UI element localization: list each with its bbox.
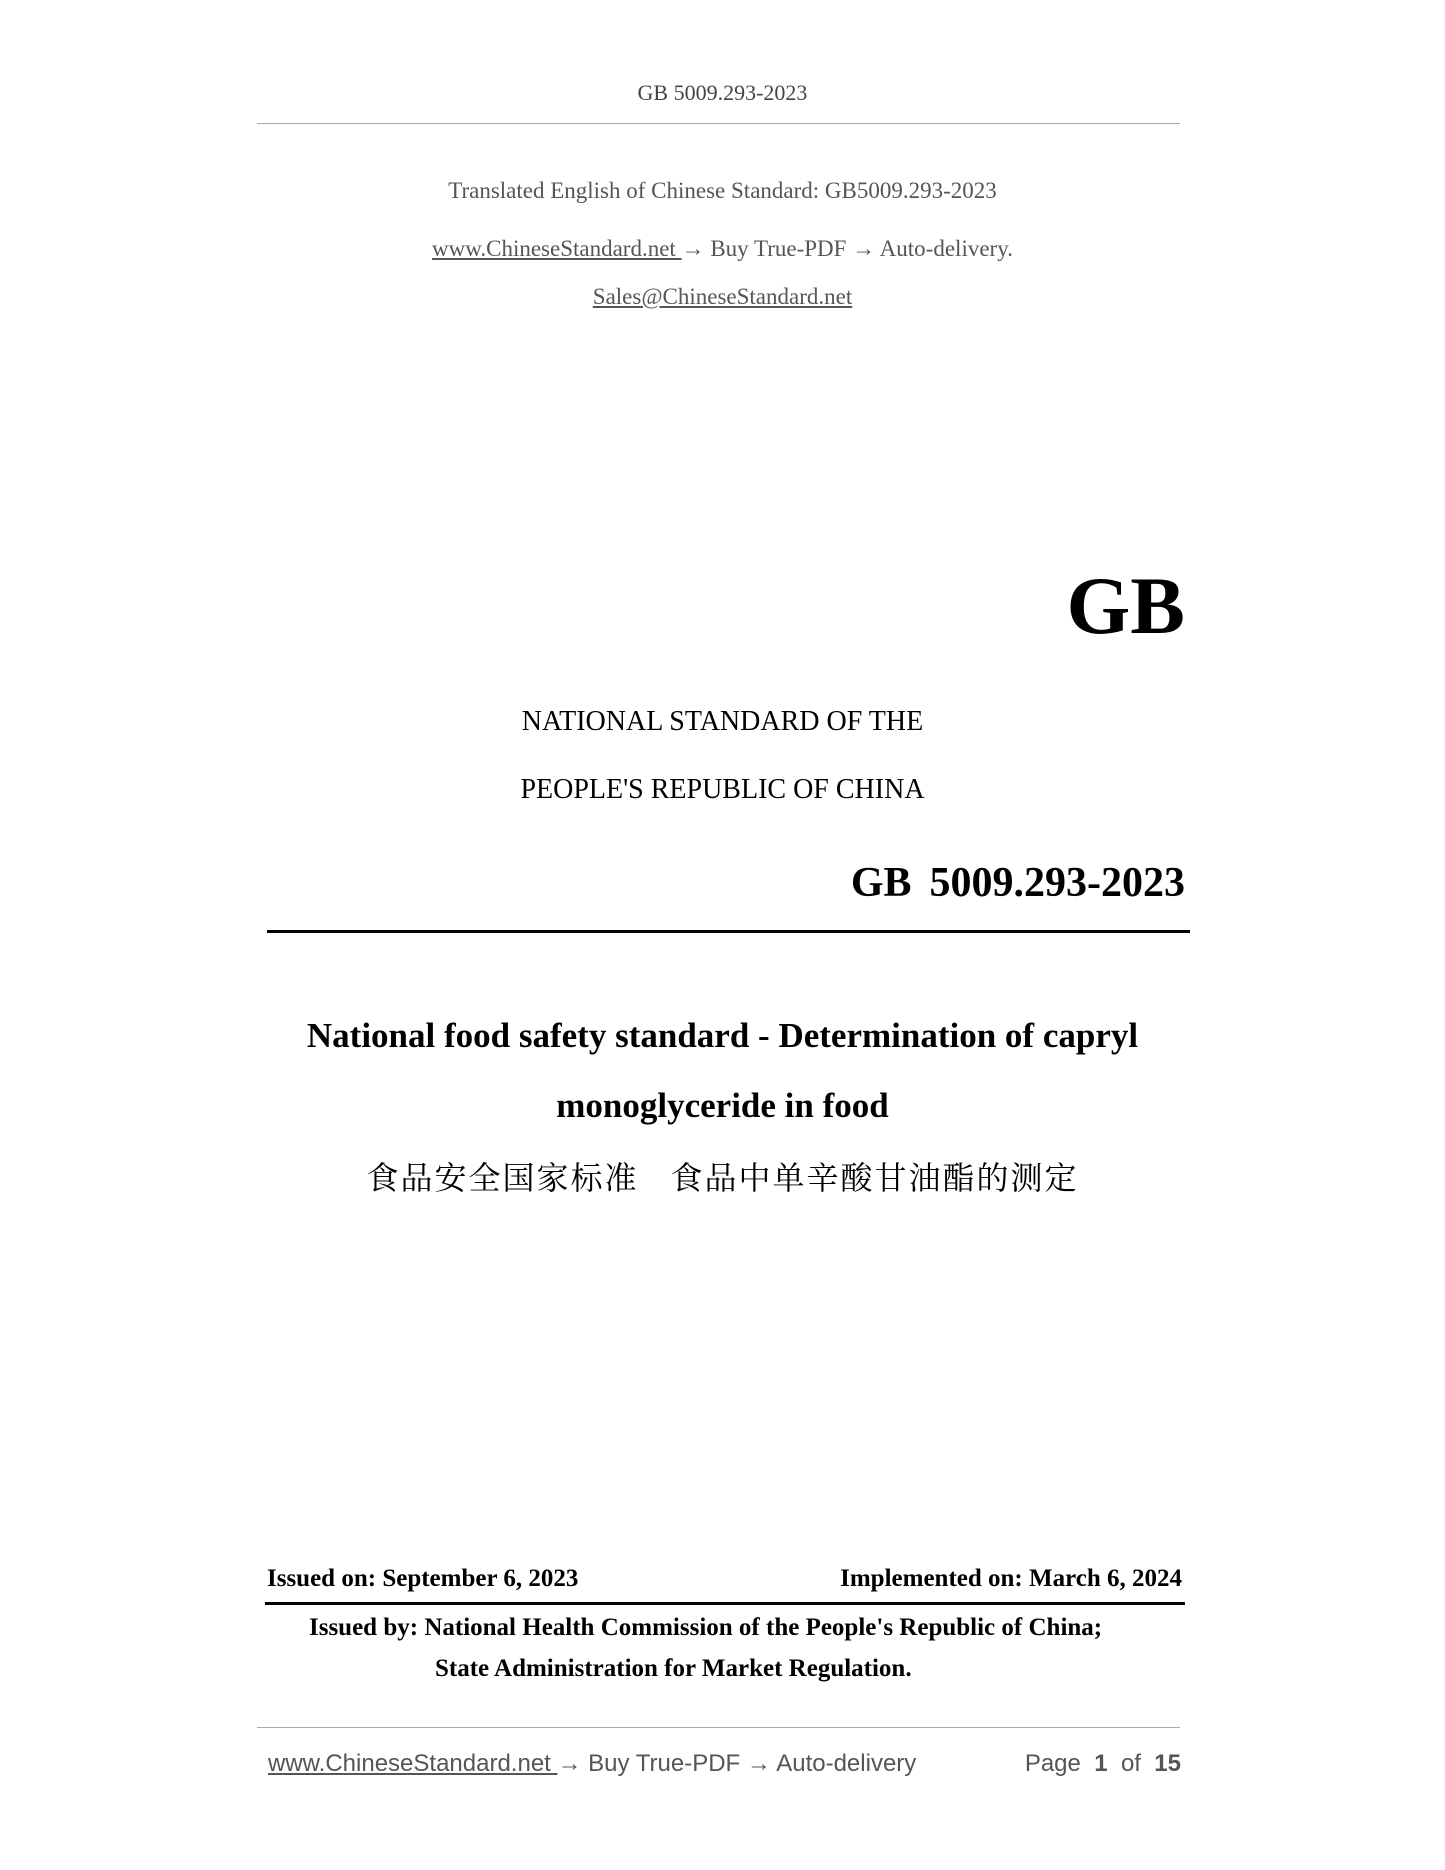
footer-delivery-text: Auto-delivery <box>770 1750 917 1777</box>
buy-text: Buy True-PDF <box>704 236 853 261</box>
page-current: 1 <box>1094 1750 1108 1777</box>
standard-prefix: GB <box>850 860 912 906</box>
chinese-title-part2: 食品中单辛酸甘油酯的测定 <box>670 1159 1079 1197</box>
email-line <box>0 284 1445 310</box>
footer-divider <box>257 1727 1180 1728</box>
issued-date: Issued on: September 6, 2023 <box>267 1565 579 1592</box>
page-label: Page <box>1024 1750 1081 1777</box>
national-standard-line2: PEOPLE'S REPUBLIC OF CHINA <box>520 774 925 805</box>
delivery-text: Auto-delivery. <box>875 236 1013 261</box>
chinese-title-part1: 食品安全国家标准 <box>366 1159 639 1197</box>
standard-number <box>851 862 1185 904</box>
arrow-right-icon: → <box>681 236 705 261</box>
site-link[interactable]: www.ChineseStandard.net <box>432 236 682 261</box>
english-title-line2: monoglyceride in food <box>556 1086 889 1125</box>
page-total: 15 <box>1154 1750 1181 1777</box>
issuer-line1: Issued by: National Health Commission of the People's Republic of China; <box>309 1614 1103 1641</box>
arrow-right-icon: → <box>746 1750 771 1777</box>
standard-code: 5009.293-2023 <box>929 860 1185 906</box>
gb-logo: GB <box>1066 560 1185 651</box>
header-divider <box>257 123 1180 124</box>
title-rule <box>267 930 1190 933</box>
running-header: GB 5009.293-2023 <box>637 80 808 105</box>
national-standard-line1: NATIONAL STANDARD OF THE <box>521 706 924 737</box>
footer-buy-text: Buy True-PDF <box>581 1750 747 1777</box>
page-indicator <box>1025 1750 1181 1778</box>
issuer-line2: State Administration for Market Regulation. <box>435 1655 912 1682</box>
email-link[interactable]: Sales@ChineseStandard.net <box>592 284 853 309</box>
promo-line <box>0 236 1445 262</box>
dates-rule <box>265 1602 1185 1605</box>
arrow-right-icon: → <box>852 236 876 261</box>
footer-promo <box>268 1750 916 1778</box>
translated-notice: Translated English of Chinese Standard: GB5009.293-2023 <box>448 178 997 203</box>
english-title-line1: National food safety standard - Determination of capryl <box>306 1016 1139 1055</box>
implemented-date: Implemented on: March 6, 2024 <box>840 1565 1182 1592</box>
page-of: of <box>1120 1750 1141 1777</box>
footer-site-link[interactable]: www.ChineseStandard.net <box>268 1750 558 1777</box>
chinese-title <box>0 1153 1445 1199</box>
arrow-right-icon: → <box>557 1750 582 1777</box>
